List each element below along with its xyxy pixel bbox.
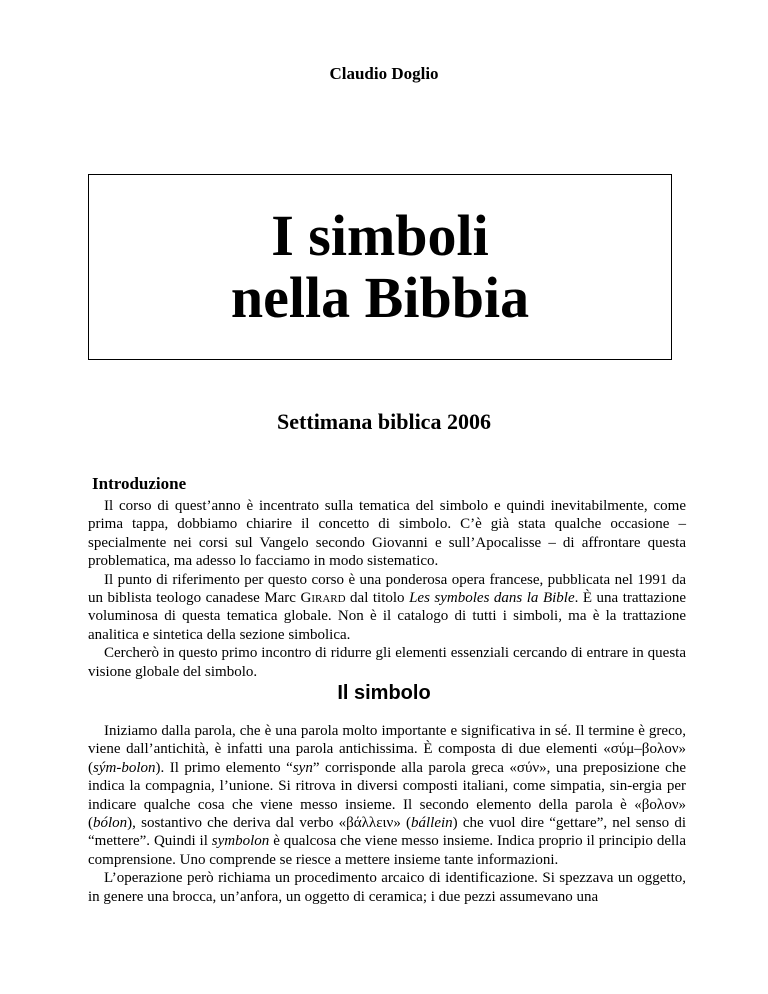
- title-line-1: I simboli: [271, 203, 489, 268]
- book-title: Les symboles dans la Bible: [409, 590, 575, 607]
- title-box: [88, 174, 672, 360]
- intro-paragraph-3: Cercherò in questo primo incontro di ridurre gli elementi essenziali cercando di entrare in questa visione globale del simbolo.: [88, 645, 686, 680]
- author-girard: Girard: [300, 590, 346, 607]
- simbolo-paragraph-2: L’operazione però richiama un procedimento arcaico di identificazione. Si spezzava un oggetto, in genere una brocca, un’anfora, un oggetto di ceramica; i due pezzi assumevano una: [88, 870, 686, 905]
- intro-section: [88, 497, 686, 681]
- intro-heading: Introduzione: [92, 474, 187, 493]
- simbolo-section: [88, 722, 686, 906]
- title-line-2: nella Bibbia: [230, 265, 530, 330]
- intro-paragraph-2: Il punto di riferimento per questo corso è una ponderosa opera francese, pubblicata nel 1991 da un biblista teologo canadese Marc Girard dal titolo Les symboles dans la Bible. È una trattazione voluminosa di questa tematica globale. Non è il catalogo di tutti i simboli, ma è la trattazione analitica e sintetica della sezione simbolica.: [88, 571, 687, 643]
- simbolo-heading: Il simbolo: [337, 682, 431, 704]
- simbolo-paragraph-1: Iniziamo dalla parola, che è una parola molto importante e significativa in sé. Il termine è greco, viene dall’antichità, è infatti una parola antichissima. È composta di due elementi «σύμ–βολον» (sým-bolon). Il primo elemento “syn” corrisponde alla parola greca «σύν», una preposizione che indica la compagnia, l’unione. Si ritrova in diversi composti italiani, come simpatia, sin-ergia per indicare qualche cosa che viene messo insieme. Il secondo elemento della parola è «βολον» (bólon), sostantivo che deriva dal verbo «βάλλειν» (bállein) che vuol dire “gettare”, nel senso di “mettere”. Quindi il symbolon è qualcosa che viene messo insieme. Indica proprio il principio della comprensione. Uno comprende se riesce a mettere insieme tante informazioni.: [88, 723, 686, 868]
- author-name: Claudio Doglio: [329, 64, 439, 83]
- intro-paragraph-1: Il corso di quest’anno è incentrato sulla tematica del simbolo e quindi inevitabilmente, come prima tappa, dobbiamo chiarire il concetto di simbolo. C’è già stata qualche occasione – specialmente nei corsi sul Vangelo secondo Giovanni e sull’Apocalisse – di affrontare questa problematica, ma adesso lo facciamo in modo sistematico.: [88, 498, 686, 570]
- subtitle: Settimana biblica 2006: [277, 409, 491, 434]
